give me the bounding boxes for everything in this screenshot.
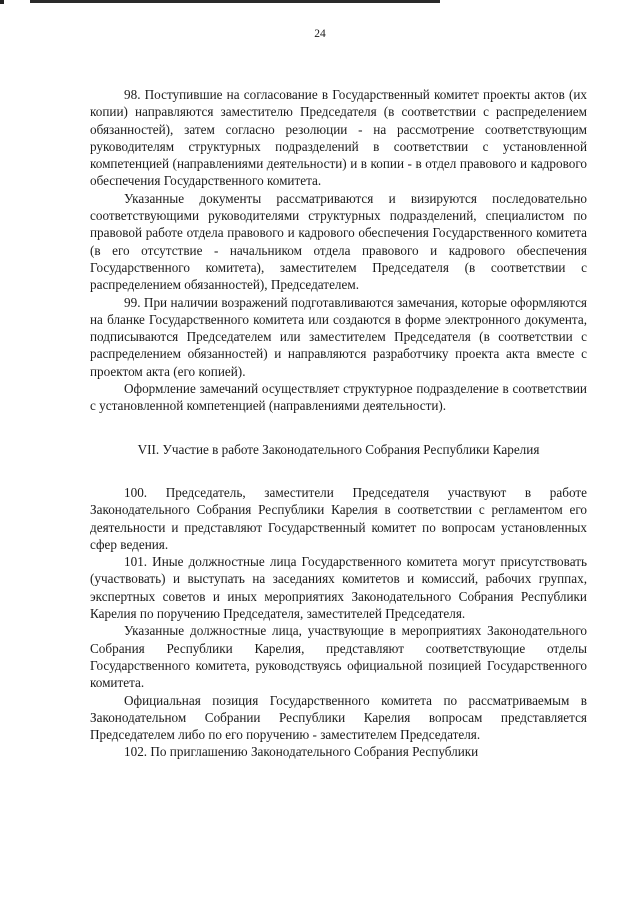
paragraph-101-continued: Указанные должностные лица, участвующие в мероприятиях Законодательного Собрания Республики Карелия, представляют соответствующие отделы Государственного комитета, руководствуясь официальной позицией Государственного комитета. (90, 623, 587, 691)
scan-edge-artifact (0, 0, 640, 6)
scan-edge-mark (30, 0, 440, 3)
scan-edge-mark (0, 0, 4, 4)
paragraph-100: 100. Председатель, заместители Председателя участвуют в работе Законодательного Собрания Республики Карелия в соответствии с регламентом его деятельности и представляют Государственный комитет по вопросам установленных сфер ведения. (90, 484, 587, 552)
paragraph-99: 99. При наличии возражений подготавливаются замечания, которые оформляются на бланке Государственного комитета или создаются в форме электронного документа, подписываются Председателем или заместителем Председателя (в соответствии с распределением обязанностей) и направляются разработчику проекта акта вместе с проектом акта (его копией). (90, 294, 587, 379)
paragraph-101-position: Официальная позиция Государственного комитета по рассматриваемым в Законодательном Собрании Республики Карелия вопросам представляется Председателем либо по его поручению - заместителем Председателя. (90, 692, 587, 743)
paragraph-98-continued: Указанные документы рассматриваются и визируются последовательно соответствующими руководителями структурных подразделений, специалистом по правовой работе отдела правового и кадрового обеспечения Государственного комитета (в его отсутствие - начальником отдела правового и кадрового обеспечения Государственного комитета), заместителем Председателя (в соответствии с распределением обязанностей), Председателем. (90, 190, 587, 293)
section-heading: VII. Участие в работе Законодательного Собрания Республики Карелия (137, 441, 540, 457)
page-number: 24 (314, 28, 326, 40)
paragraph-99-continued: Оформление замечаний осуществляет структурное подразделение в соответствии с установленной компетенцией (направлениями деятельности). (90, 381, 587, 414)
document-body (90, 86, 587, 761)
paragraph-102: 102. По приглашению Законодательного Собрания Республики (124, 744, 479, 760)
paragraph-101: 101. Иные должностные лица Государственного комитета могут присутствовать (участвовать) и выступать на заседаниях комитетов и комиссий, рабочих группах, экспертных советов и иных мероприятиях Законодательного Собрания Республики Карелия по поручению Председателя, заместителей Председателя. (90, 554, 587, 622)
paragraph-98: 98. Поступившие на согласование в Государственный комитет проекты актов (их копии) направляются заместителю Председателя (в соответствии с распределением обязанностей), затем согласно резолюции - на рассмотрение соответствующим руководителям структурных подразделений в соответствии с установленной компетенцией (направлениями деятельности) и в копии - в отдел правового и кадрового обеспечения Государственного комитета. (90, 87, 587, 189)
